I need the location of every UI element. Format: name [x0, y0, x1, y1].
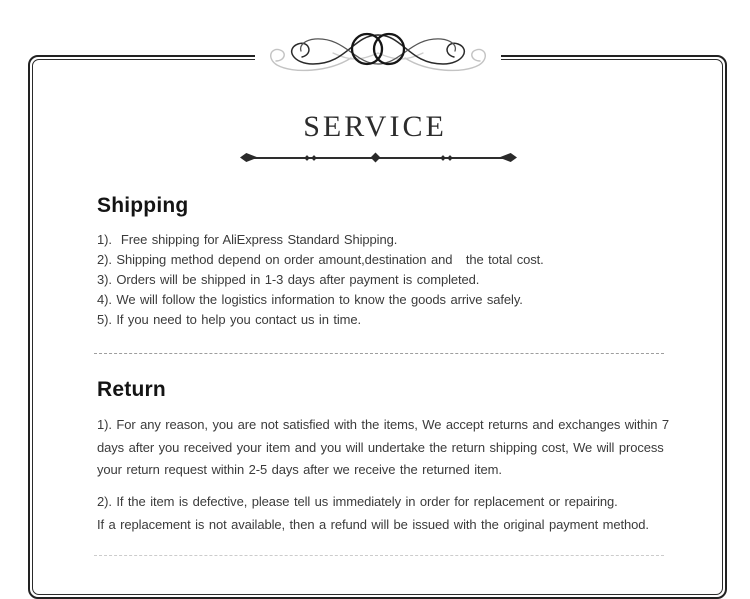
page-title: SERVICE: [303, 110, 447, 143]
return-text-line: days after you received your item and you will undertake the return shipping cost, We will process: [97, 439, 664, 455]
return-text-line: If a replacement is not available, then a refund will be issued with the original payment method.: [97, 516, 649, 532]
divider-arrow-left-icon: [240, 153, 258, 162]
bottom-dashed-divider: [94, 555, 664, 556]
shipping-list: [97, 230, 544, 330]
section-dashed-divider: [94, 353, 664, 354]
return-paragraph-1: [97, 414, 669, 482]
return-text-line: your return request within 2-5 days after we receive the returned item.: [97, 462, 502, 477]
flourish-ornament-icon: [255, 27, 501, 73]
shipping-item: 1). Free shipping for AliExpress Standard Shipping.: [97, 232, 398, 247]
title-divider: [240, 150, 517, 166]
shipping-heading: Shipping: [97, 194, 189, 217]
flourish-ornament: [255, 27, 501, 75]
shipping-item: 2). Shipping method depend on order amount,destination and the total cost.: [97, 252, 544, 267]
divider-arrow-right-icon: [499, 153, 517, 162]
shipping-item: 5). If you need to help you contact us in time.: [97, 312, 362, 327]
return-text-line: 2). If the item is defective, please tell us immediately in order for replacement or repairing.: [97, 494, 618, 509]
return-paragraph-2: [97, 491, 649, 536]
return-heading: Return: [97, 378, 166, 401]
shipping-item: 3). Orders will be shipped in 1-3 days after payment is completed.: [97, 272, 480, 287]
divider-center-diamond-icon: [371, 153, 381, 163]
return-text-line: 1). For any reason, you are not satisfied with the items, We accept returns and exchanges within 7: [97, 417, 670, 432]
shipping-item: 4). We will follow the logistics information to know the goods arrive safely.: [97, 292, 523, 307]
